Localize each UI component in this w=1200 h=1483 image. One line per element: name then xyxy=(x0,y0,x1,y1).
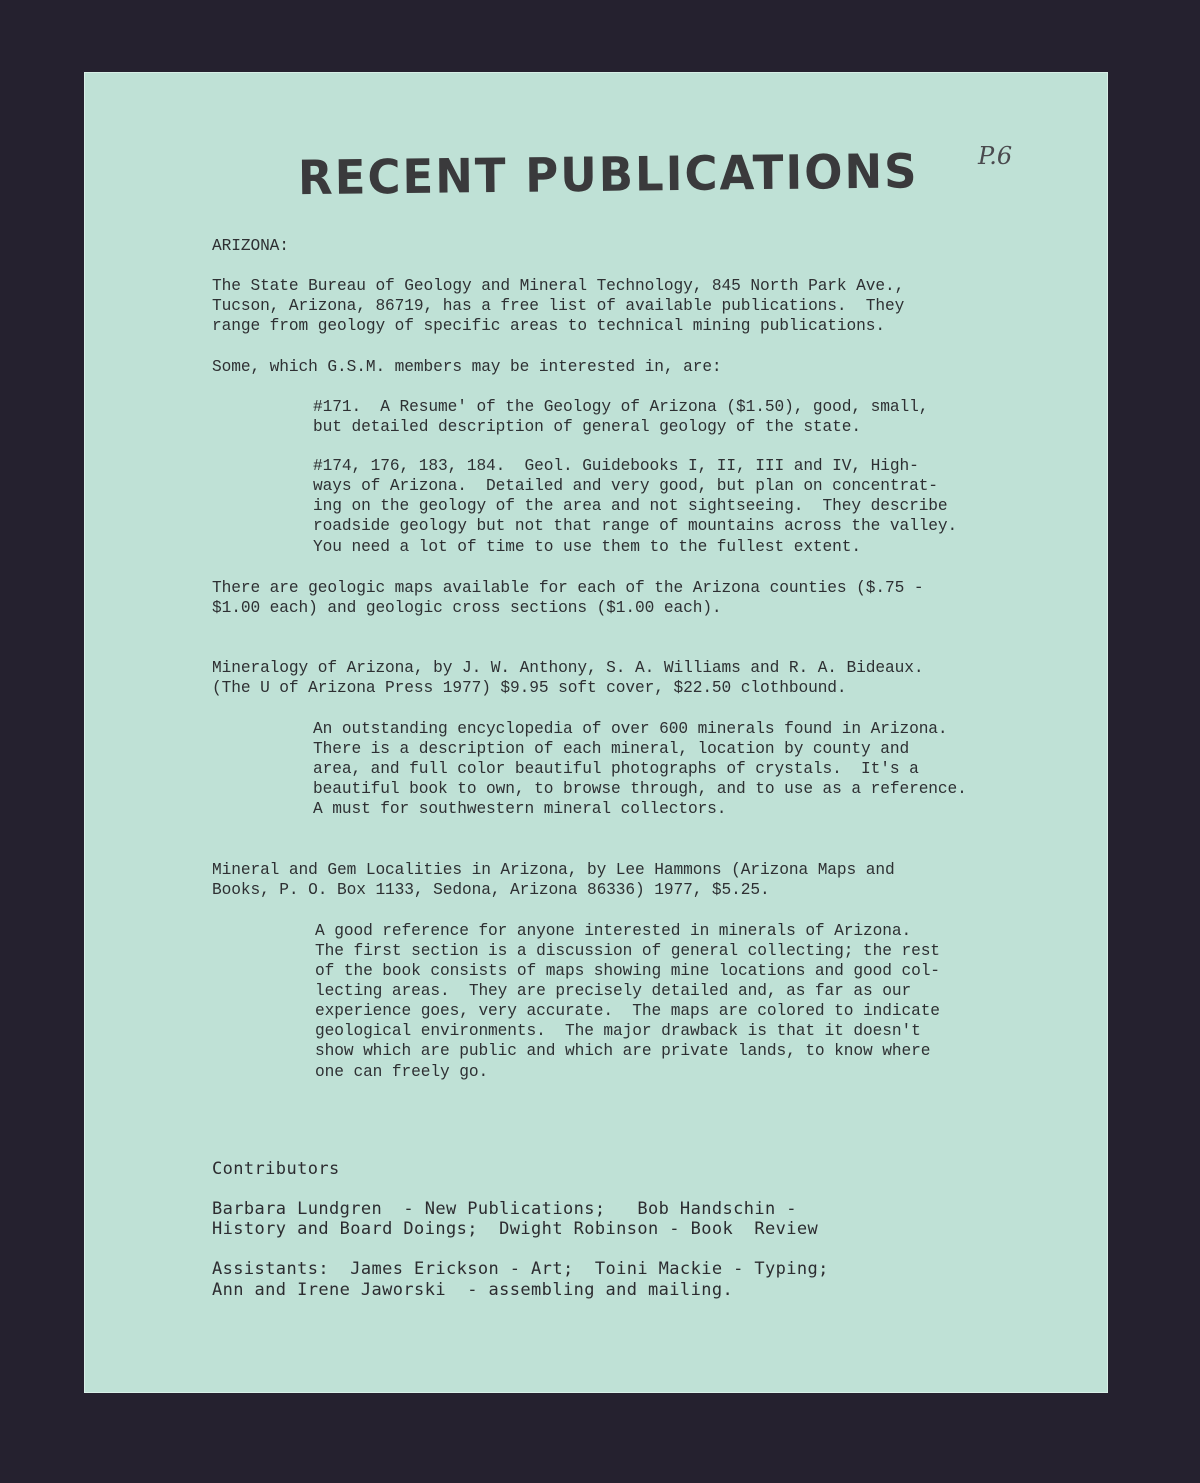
text-line: ways of Arizona. Detailed and very good, but plan on concentrat- xyxy=(313,477,938,495)
book-review-line: one can freely go. xyxy=(315,1063,489,1081)
text-line: #174, 176, 183, 184. Geol. Guidebooks I, II, III and IV, High- xyxy=(313,457,919,475)
book-citation: Mineral and Gem Localities in Arizona, by Lee Hammons (Arizona Maps and xyxy=(212,861,895,879)
text-line: roadside geology but not that range of mountains across the valley. xyxy=(313,517,958,535)
book-review-line: A good reference for anyone interested in minerals of Arizona. xyxy=(315,922,912,940)
page-title: RECENT PUBLICATIONS xyxy=(297,143,919,206)
text-line: Tucson, Arizona, 86719, has a free list of available publications. They xyxy=(212,297,905,315)
text-line: ing on the geology of the area and not sightseeing. They describe xyxy=(313,497,948,515)
section-heading: ARIZONA: xyxy=(212,237,289,255)
book-review-line: There is a description of each mineral, location by county and xyxy=(313,740,910,758)
text-line: There are geologic maps available for each of the Arizona counties ($.75 - xyxy=(212,579,924,597)
book-review-line: An outstanding encyclopedia of over 600 minerals found in Arizona. xyxy=(313,720,948,738)
book-review-line: lecting areas. They are precisely detailed and, as far as our xyxy=(315,982,912,1000)
book-review-line: The first section is a discussion of general collecting; the rest xyxy=(315,942,940,960)
credits-heading: Contributors xyxy=(212,1159,340,1179)
book-citation: Books, P. O. Box 1133, Sedona, Arizona 86336) 1977, $5.25. xyxy=(212,881,770,899)
text-line: The State Bureau of Geology and Mineral Technology, 845 North Park Ave., xyxy=(212,277,905,295)
text-line: $1.00 each) and geologic cross sections ($1.00 each). xyxy=(212,599,722,617)
text-line: #171. A Resume' of the Geology of Arizona ($1.50), good, small, xyxy=(313,398,929,416)
page-number-annotation: P.6 xyxy=(978,142,1013,170)
interest-line: Some, which G.S.M. members may be interested in, are: xyxy=(212,358,722,376)
book-review-line: experience goes, very accurate. The maps are colored to indicate xyxy=(315,1002,940,1020)
text-line: range from geology of specific areas to technical mining publications. xyxy=(212,317,885,335)
book-review-line: of the book consists of maps showing mine locations and good col- xyxy=(315,962,940,980)
book-review-line: show which are public and which are private lands, to know where xyxy=(315,1042,931,1060)
text-line: but detailed description of general geology of the state. xyxy=(313,418,862,436)
book-review-line: A must for southwestern mineral collectors. xyxy=(313,800,727,818)
contributors-line: History and Board Doings; Dwight Robinson - Book Review xyxy=(212,1219,819,1239)
book-review-line: geological environments. The major drawback is that it doesn't xyxy=(315,1022,921,1040)
assistants-line: Ann and Irene Jaworski - assembling and mailing. xyxy=(212,1280,734,1300)
book-review-line: beautiful book to own, to browse through, and to use as a reference. xyxy=(313,780,967,798)
book-citation: Mineralogy of Arizona, by J. W. Anthony, S. A. Williams and R. A. Bideaux. xyxy=(212,659,924,677)
contributors-line: Barbara Lundgren - New Publications; Bob Handschin - xyxy=(212,1199,797,1219)
assistants-line: Assistants: James Erickson - Art; Toini Mackie - Typing; xyxy=(212,1259,829,1279)
book-citation: (The U of Arizona Press 1977) $9.95 soft cover, $22.50 clothbound. xyxy=(212,679,847,697)
text-line: You need a lot of time to use them to the fullest extent. xyxy=(313,538,862,556)
book-review-line: area, and full color beautiful photographs of crystals. It's a xyxy=(313,760,919,778)
